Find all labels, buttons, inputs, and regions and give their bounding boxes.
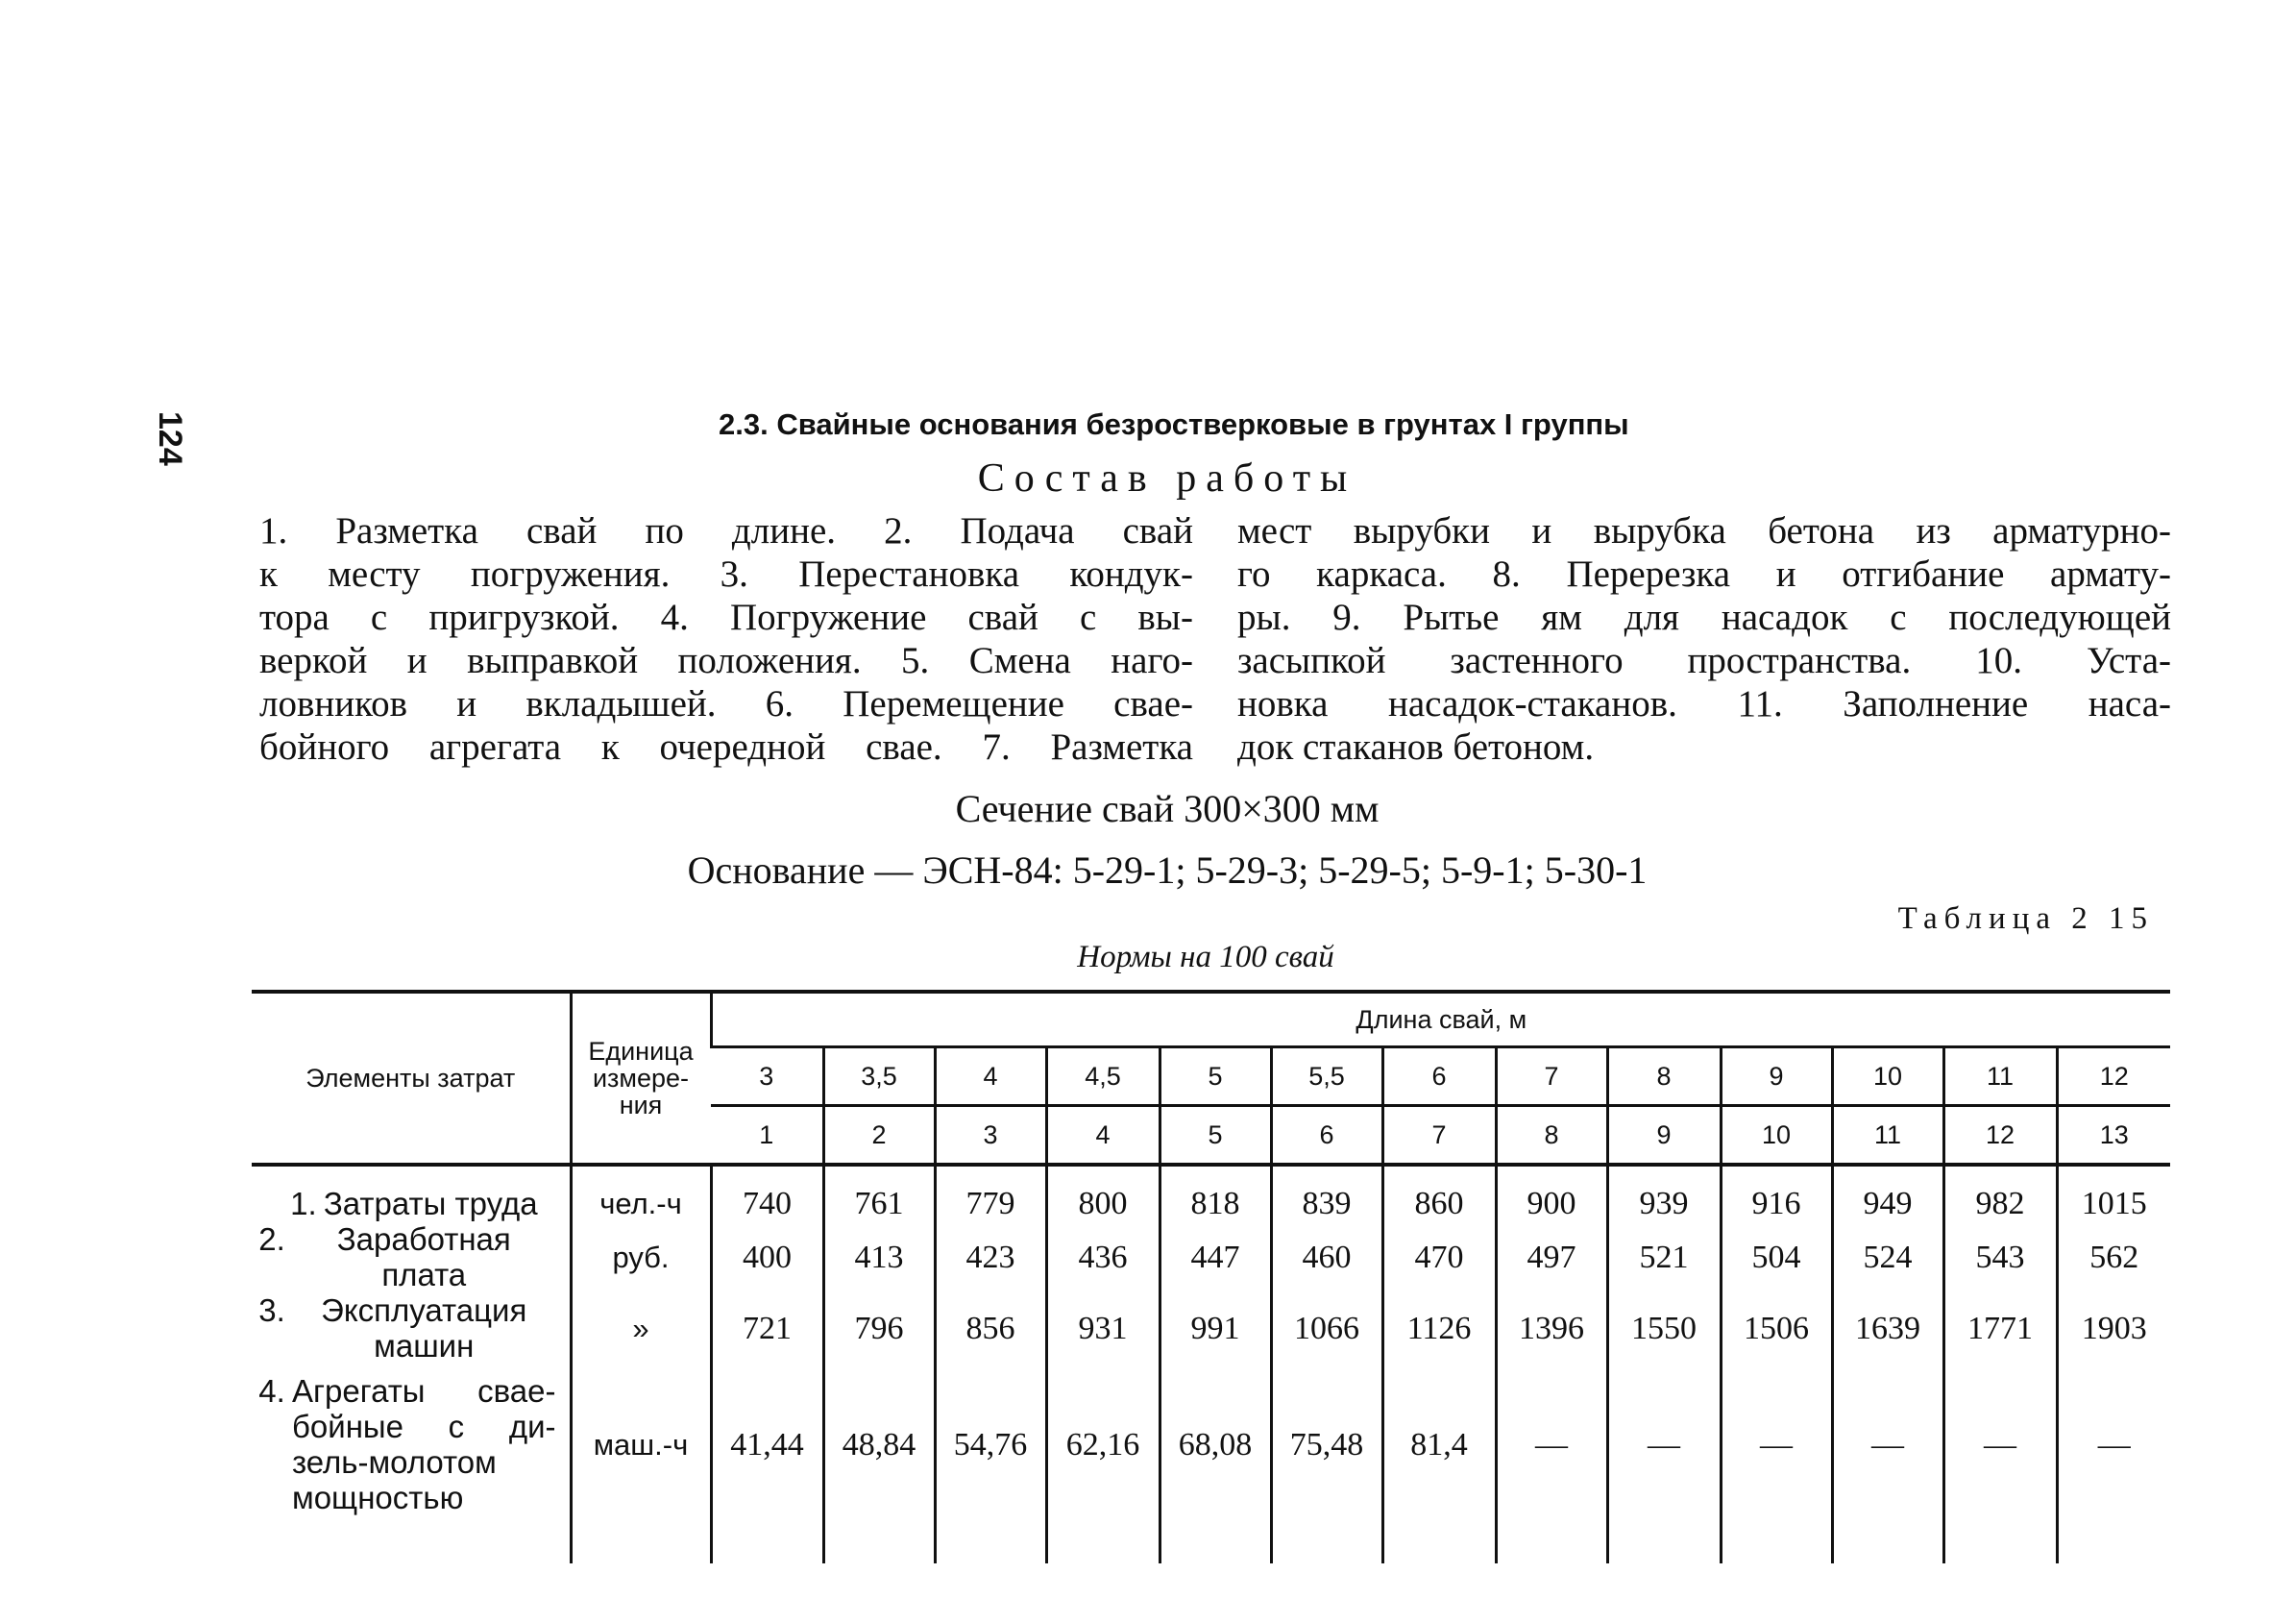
length-cell: 5,5 [1271, 1047, 1382, 1106]
column-number-cell: 8 [1496, 1106, 1607, 1166]
column-number-cell: 7 [1382, 1106, 1496, 1166]
column-number-cell: 11 [1832, 1106, 1943, 1166]
table-row [252, 1221, 2170, 1292]
value-cell: 497 [1496, 1221, 1607, 1292]
value-cell: 521 [1607, 1221, 1721, 1292]
value-cell: 447 [1160, 1221, 1271, 1292]
value-cell: 1126 [1382, 1292, 1496, 1364]
page-number: 124 [152, 411, 188, 466]
row-label [252, 1186, 571, 1221]
column-number-cell: 4 [1046, 1106, 1160, 1166]
section-title: 2.3. Свайные основания безростверковые в грунтах I группы [719, 407, 1629, 441]
value-cell: 1639 [1832, 1292, 1943, 1364]
column-number-cell: 13 [2057, 1106, 2170, 1166]
header-length: Длина свай, м [711, 992, 2170, 1047]
value-cell: 436 [1046, 1221, 1160, 1292]
work-description-right-column [1237, 509, 2171, 769]
work-line: веркой и выправкой положения. 5. Смена наго- [259, 640, 1193, 681]
work-line: новка насадок-стаканов. 11. Заполнение наса- [1237, 683, 2171, 725]
work-line: засыпкой застенного пространства. 10. Уста- [1237, 640, 2171, 681]
value-cell: 1903 [2057, 1292, 2170, 1364]
value-cell: — [1496, 1364, 1607, 1515]
row-unit: маш.-ч [571, 1364, 711, 1515]
value-cell: 413 [823, 1221, 935, 1292]
value-cell: 856 [935, 1292, 1046, 1364]
value-cell: — [1832, 1364, 1943, 1515]
work-line: док стаканов бетоном. [1237, 726, 1595, 768]
value-cell: 504 [1721, 1221, 1832, 1292]
value-cell: 1771 [1943, 1292, 2057, 1364]
value-cell: 62,16 [1046, 1364, 1160, 1515]
value-cell: 721 [711, 1292, 823, 1364]
work-line: 1. Разметка свай по длине. 2. Подача свай [259, 510, 1193, 552]
value-cell: 400 [711, 1221, 823, 1292]
row-label-text: Затраты труда [323, 1186, 538, 1221]
value-cell: 949 [1832, 1186, 1943, 1221]
length-cell: 4,5 [1046, 1047, 1160, 1106]
column-number-cell: 10 [1721, 1106, 1832, 1166]
header-elements: Элементы затрат [252, 992, 571, 1165]
value-cell: 1066 [1271, 1292, 1382, 1364]
value-cell: 740 [711, 1186, 823, 1221]
work-line: бойного агрегата к очередной свае. 7. Разметка [259, 726, 1193, 768]
row-label [252, 1221, 571, 1292]
row-number: 1. [290, 1186, 317, 1221]
table-spacer-row [252, 1165, 2170, 1186]
value-cell: 916 [1721, 1186, 1832, 1221]
header-unit: Единица измере- ния [571, 992, 711, 1165]
value-cell: 900 [1496, 1186, 1607, 1221]
work-composition-heading: Состав работы [977, 456, 1357, 501]
value-cell: 939 [1607, 1186, 1721, 1221]
table-label: Таблица 2 15 [1897, 901, 2154, 936]
row-unit: чел.-ч [571, 1186, 711, 1221]
table-row [252, 1292, 2170, 1364]
value-cell: 818 [1160, 1186, 1271, 1221]
value-cell: — [1943, 1364, 2057, 1515]
length-cell: 4 [935, 1047, 1046, 1106]
row-label [252, 1364, 571, 1515]
length-cell: 8 [1607, 1047, 1721, 1106]
value-cell: 796 [823, 1292, 935, 1364]
value-cell: 800 [1046, 1186, 1160, 1221]
value-cell: 1506 [1721, 1292, 1832, 1364]
work-line: мест вырубки и вырубка бетона из арматурно- [1237, 510, 2171, 552]
work-line: ловников и вкладышей. 6. Перемещение свае- [259, 683, 1193, 725]
column-number-cell: 9 [1607, 1106, 1721, 1166]
work-description-left-column [259, 509, 1193, 769]
table-row [252, 1186, 2170, 1221]
value-cell: 761 [823, 1186, 935, 1221]
row-unit: » [571, 1292, 711, 1364]
value-cell: — [1607, 1364, 1721, 1515]
value-cell: 931 [1046, 1292, 1160, 1364]
column-number-cell: 5 [1160, 1106, 1271, 1166]
basis-line: Основание — ЭСН-84: 5-29-1; 5-29-3; 5-29-5; 5-9-1; 5-30-1 [687, 848, 1648, 892]
value-cell: 460 [1271, 1221, 1382, 1292]
norms-caption: Нормы на 100 свай [1077, 940, 1334, 974]
row-number: 3. [258, 1292, 285, 1328]
length-cell: 11 [1943, 1047, 2057, 1106]
row-label-text: Агрегаты свае- бойные с ди- зель-молотом мощностью [292, 1373, 556, 1515]
value-cell: 75,48 [1271, 1364, 1382, 1515]
row-label [252, 1292, 571, 1364]
value-cell: 41,44 [711, 1364, 823, 1515]
row-number: 2. [258, 1221, 285, 1257]
row-label-text: Заработная плата [336, 1221, 511, 1292]
value-cell: 54,76 [935, 1364, 1046, 1515]
length-cell: 5 [1160, 1047, 1271, 1106]
value-cell: 1015 [2057, 1186, 2170, 1221]
table-tail-row [252, 1515, 2170, 1563]
norms-table [252, 990, 2170, 1563]
table-header-row [252, 992, 2170, 1047]
length-cell: 6 [1382, 1047, 1496, 1106]
value-cell: 423 [935, 1221, 1046, 1292]
length-cell: 7 [1496, 1047, 1607, 1106]
value-cell: 68,08 [1160, 1364, 1271, 1515]
row-label-text: Эксплуатация машин [321, 1292, 527, 1364]
value-cell: 839 [1271, 1186, 1382, 1221]
value-cell: — [2057, 1364, 2170, 1515]
column-number-cell: 1 [711, 1106, 823, 1166]
value-cell: 1396 [1496, 1292, 1607, 1364]
value-cell: — [1721, 1364, 1832, 1515]
value-cell: 991 [1160, 1292, 1271, 1364]
value-cell: 470 [1382, 1221, 1496, 1292]
column-number-cell: 3 [935, 1106, 1046, 1166]
value-cell: 982 [1943, 1186, 2057, 1221]
work-line: го каркаса. 8. Перерезка и отгибание армату- [1237, 553, 2171, 595]
length-cell: 9 [1721, 1047, 1832, 1106]
length-cell: 12 [2057, 1047, 2170, 1106]
column-number-cell: 12 [1943, 1106, 2057, 1166]
row-number: 4. [258, 1373, 285, 1409]
value-cell: 524 [1832, 1221, 1943, 1292]
value-cell: 779 [935, 1186, 1046, 1221]
value-cell: 562 [2057, 1221, 2170, 1292]
length-cell: 3,5 [823, 1047, 935, 1106]
column-number-cell: 2 [823, 1106, 935, 1166]
work-line: к месту погружения. 3. Перестановка кондук- [259, 553, 1193, 595]
value-cell: 543 [1943, 1221, 2057, 1292]
column-number-cell: 6 [1271, 1106, 1382, 1166]
value-cell: 1550 [1607, 1292, 1721, 1364]
work-line: ры. 9. Рытье ям для насадок с последующей [1237, 597, 2171, 638]
value-cell: 81,4 [1382, 1364, 1496, 1515]
value-cell: 860 [1382, 1186, 1496, 1221]
value-cell: 48,84 [823, 1364, 935, 1515]
length-cell: 3 [711, 1047, 823, 1106]
length-cell: 10 [1832, 1047, 1943, 1106]
work-line: тора с пригрузкой. 4. Погружение свай с вы- [259, 597, 1193, 638]
pile-section-line: Сечение свай 300×300 мм [955, 787, 1380, 830]
row-unit: руб. [571, 1221, 711, 1292]
table-row [252, 1364, 2170, 1515]
